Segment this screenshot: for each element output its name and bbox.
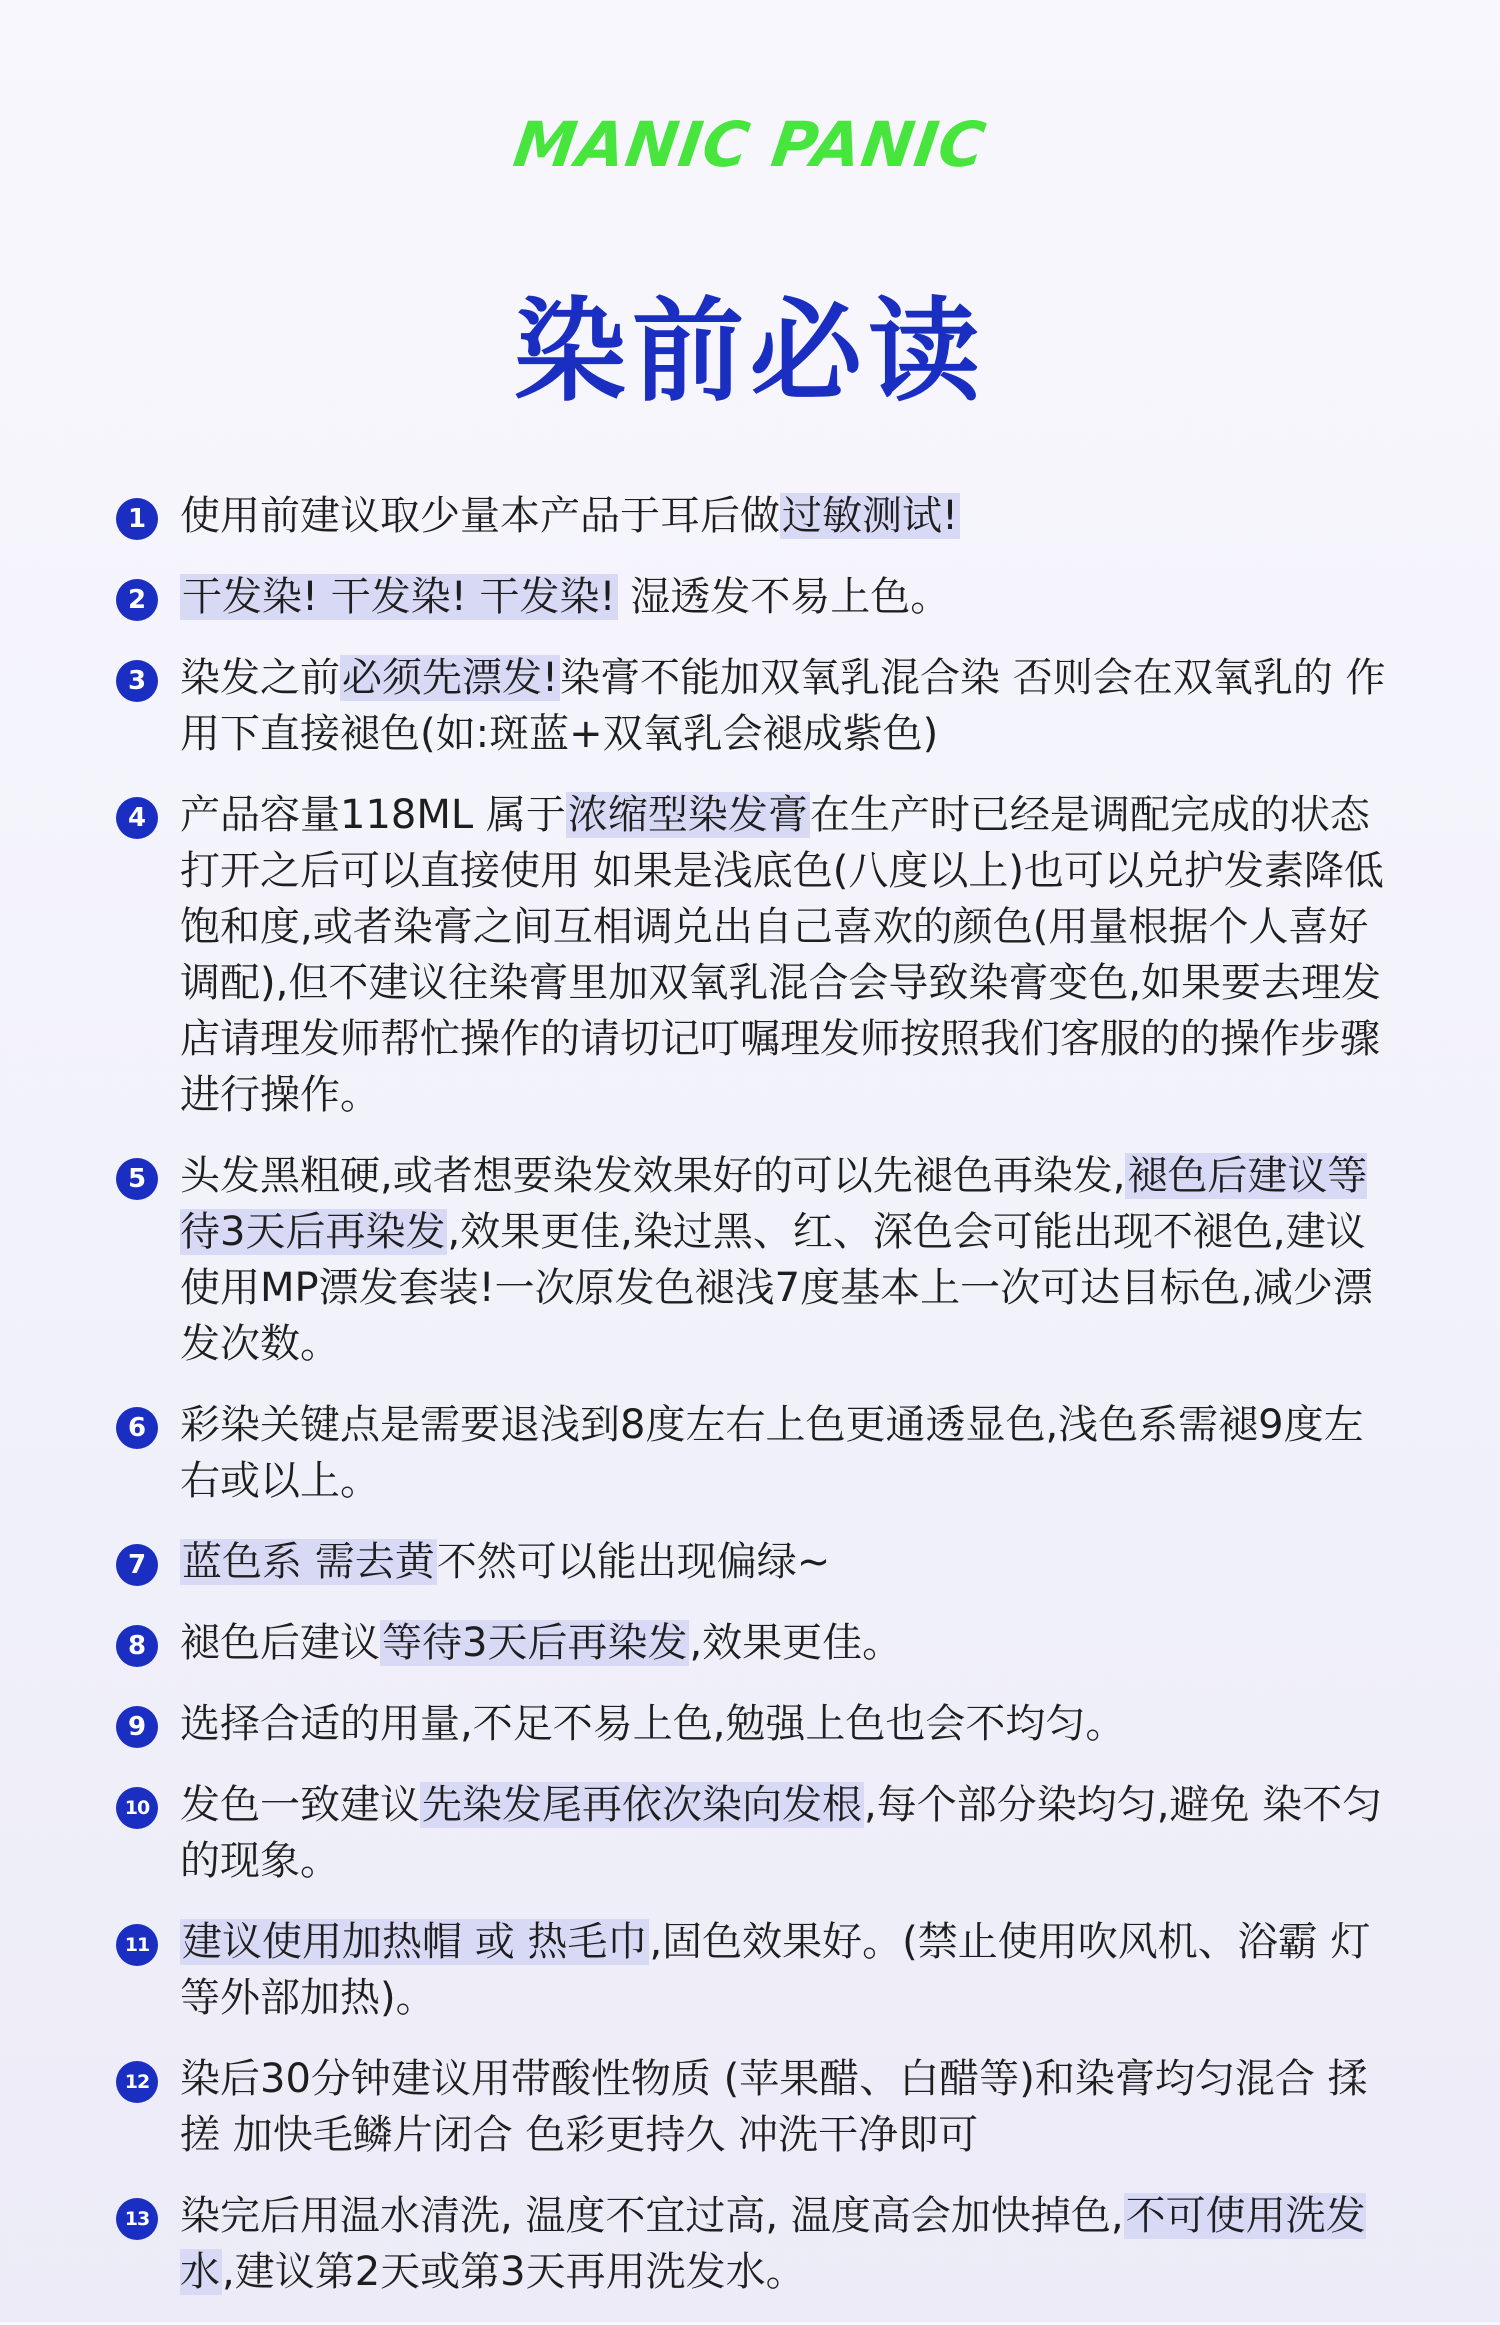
list-item	[112, 650, 1402, 762]
item-text: ,固色效果好。(禁止使用吹风机、浴霸 灯等外部加热)。	[180, 1919, 1371, 2021]
item-text: 使用前建议取少量本产品于耳后做	[180, 493, 780, 539]
item-text: ,建议第2天或第3天再用洗发水。	[222, 2249, 806, 2295]
item-text: 不然可以能出现偏绿~	[436, 1539, 831, 1585]
list-item	[112, 1914, 1402, 2026]
item-number-badge: 6	[116, 1407, 158, 1449]
item-number-badge: 9	[116, 1706, 158, 1748]
item-text: ,效果更佳,染过黑、红、深色会可能出现不褪色,建议使用MP漂发套装!一次原发色褪浅7度基本上一次可达目标色,减少漂发次数。	[180, 1209, 1373, 1367]
highlighted-text: 先染发尾再依次染向发根	[422, 1782, 862, 1828]
highlighted-text: 褪色后建议等待3天后再染发	[180, 1153, 1368, 1255]
item-number-badge: 7	[116, 1544, 158, 1586]
item-number-badge: 8	[116, 1625, 158, 1667]
list-item	[112, 1696, 1402, 1752]
item-text: ,效果更佳。	[689, 1620, 903, 1666]
item-text: 染后30分钟建议用带酸性物质 (苹果醋、白醋等)和染膏均匀混合 揉搓 加快毛鳞片闭合 色彩更持久 冲洗干净即可	[180, 2056, 1368, 2158]
list-item	[112, 1397, 1402, 1509]
highlighted-text: 不可使用洗发水	[180, 2193, 1366, 2295]
item-text: 头发黑粗硬,或者想要染发效果好的可以先褪色再染发,	[180, 1153, 1126, 1199]
instruction-list	[112, 488, 1402, 2325]
item-text: 在生产时已经是调配完成的状态打开之后可以直接使用 如果是浅底色(八度以上)也可以兑护发素降低饱和度,或者染膏之间互相调兑出自己喜欢的颜色(用量根据个人喜好调配),但不建议往染膏里加双氧乳混合会导致染膏变色,如果要去理发店请理发师帮忙操作的请切记叮嘱理发师按照我们客服的的操作步骤进行操作。	[180, 792, 1384, 1118]
highlighted-text: 干发染! 干发染! 干发染!	[182, 574, 616, 620]
item-text: 染发之前	[180, 655, 340, 701]
item-text: ,每个部分染均匀,避免 染不匀的现象。	[180, 1782, 1383, 1884]
item-number-badge: 10	[116, 1787, 158, 1829]
item-text: 褪色后建议	[180, 1620, 380, 1666]
highlighted-text: 必须先漂发!	[342, 655, 559, 701]
item-number-badge: 11	[116, 1924, 158, 1966]
item-text: 产品容量118ML 属于	[180, 792, 566, 838]
item-text: 湿透发不易上色。	[617, 574, 951, 620]
list-item	[112, 787, 1402, 1123]
list-item	[112, 2051, 1402, 2163]
list-item	[112, 1615, 1402, 1671]
list-item	[112, 1534, 1402, 1590]
item-text: 发色一致建议	[180, 1782, 420, 1828]
item-number-badge: 12	[116, 2061, 158, 2103]
item-text: 彩染关键点是需要退浅到8度左右上色更通透显色,浅色系需褪9度左右或以上。	[180, 1402, 1364, 1504]
highlighted-text: 浓缩型染发膏	[567, 792, 808, 838]
list-item	[112, 488, 1402, 544]
item-number-badge: 2	[116, 579, 158, 621]
list-item	[112, 2188, 1402, 2300]
list-item	[112, 1777, 1402, 1889]
item-text: 染膏不能加双氧乳混合染 否则会在双氧乳的 作用下直接褪色(如:斑蓝+双氧乳会褪成紫色)	[180, 655, 1386, 757]
list-item	[112, 1148, 1402, 1372]
item-text: 染完后用温水清洗, 温度不宜过高, 温度高会加快掉色,	[180, 2193, 1124, 2239]
highlighted-text: 建议使用加热帽 或 热毛巾	[182, 1919, 648, 1965]
page-title: 染前必读	[514, 287, 986, 417]
item-number-badge: 4	[116, 797, 158, 839]
list-item	[112, 569, 1402, 625]
item-number-badge: 13	[116, 2198, 158, 2240]
item-number-badge: 1	[116, 498, 158, 540]
highlighted-text: 过敏测试!	[782, 493, 959, 539]
item-number-badge: 5	[116, 1158, 158, 1200]
highlighted-text: 蓝色系 需去黄	[182, 1539, 435, 1585]
item-text: 选择合适的用量,不足不易上色,勉强上色也会不均匀。	[180, 1701, 1126, 1747]
brand-logo: MANIC PANIC	[509, 108, 991, 181]
highlighted-text: 等待3天后再染发	[382, 1620, 688, 1666]
item-number-badge: 3	[116, 660, 158, 702]
